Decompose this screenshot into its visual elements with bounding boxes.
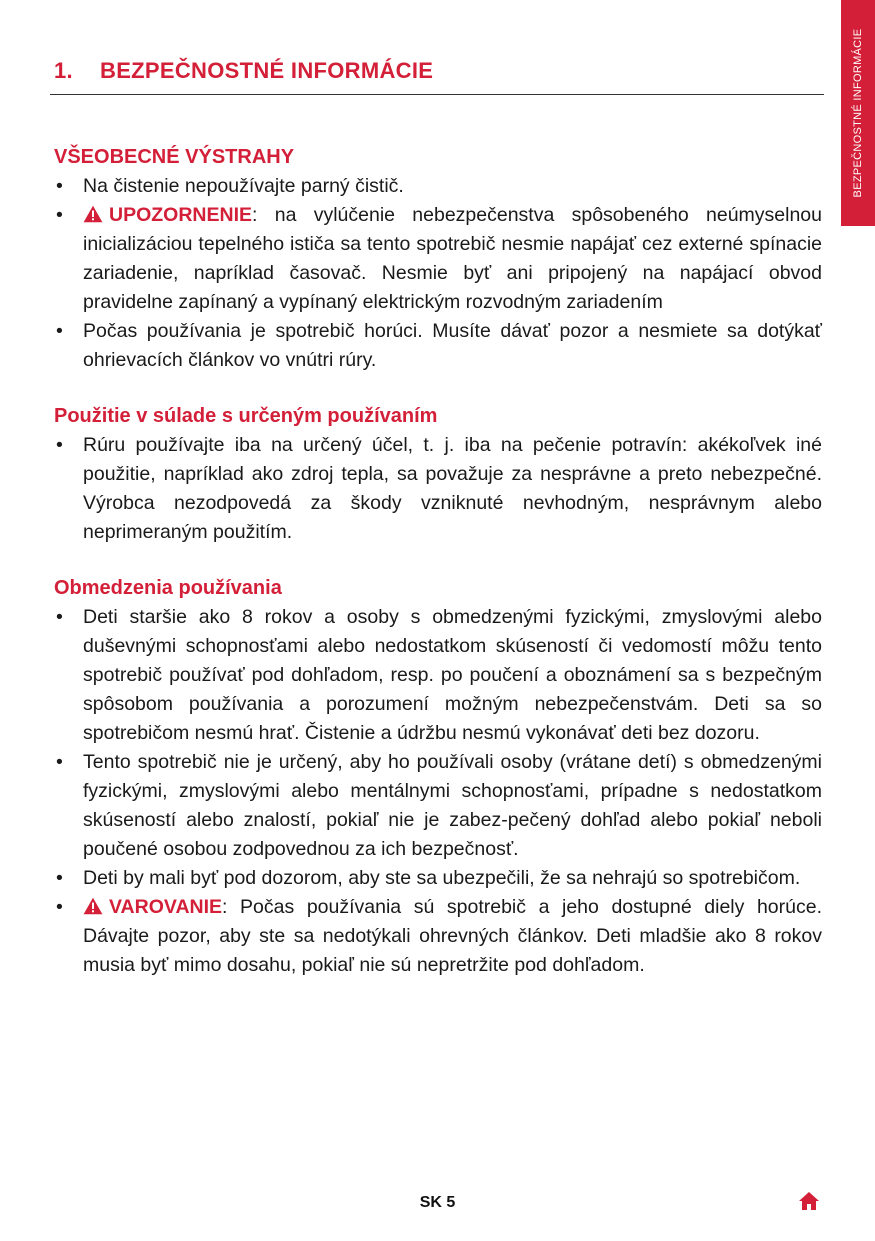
section [54, 402, 822, 547]
side-tab-label: BEZPEČNOSTNÉ INFORMÁCIE [852, 28, 864, 198]
list-item [54, 603, 822, 748]
section [54, 574, 822, 980]
item-text: Deti by mali byť pod dozorom, aby ste sa ubezpečili, že sa nehrajú so spotrebičom. [83, 867, 801, 889]
item-text: Deti staršie ako 8 rokov a osoby s obmedzenými fyzickými, zmyslovými alebo duševnými schopnosťami alebo nedostatkom skúseností či vedomostí môžu tento spotrebič používať pod dohľadom, resp. po poučení a oboznámení sa s bezpečným spôsobom používania a porozumení možným nebezpečenstvám. Deti sa so spotrebičom nesmú hrať. Čistenie a údržbu nesmú vykonávať deti bez dozoru. [83, 606, 822, 744]
list-item [54, 172, 822, 201]
bullet-list [54, 431, 822, 547]
bullet-list [54, 172, 822, 375]
page-title [54, 58, 433, 84]
item-text: Počas používania je spotrebič horúci. Musíte dávať pozor a nesmiete sa dotýkať ohrievacích článkov vo vnútri rúry. [83, 320, 822, 371]
warning-label: UPOZORNENIE [109, 204, 253, 226]
list-item [54, 201, 822, 317]
section-title: BEZPEČNOSTNÉ INFORMÁCIE [100, 58, 434, 83]
title-divider [50, 94, 824, 95]
section-heading: Použitie v súlade s určeným používaním [54, 405, 438, 427]
warning-triangle-icon [83, 897, 103, 915]
item-text: Tento spotrebič nie je určený, aby ho používali osoby (vrátane detí) s obmedzenými fyzickými, zmyslovými alebo mentálnymi schopnosťami, prípadne s nedostatkom skúseností alebo znalostí, pokiaľ nie je zabez-pečený dohľad alebo pokiaľ neboli poučené osobou zodpovednou za ich bezpečnosť. [83, 751, 822, 860]
item-text: Na čistenie nepoužívajte parný čistič. [83, 175, 404, 197]
list-item [54, 893, 822, 980]
warning-label: VAROVANIE [109, 896, 223, 918]
item-text: Rúru používajte iba na určený účel, t. j. iba na pečenie potravín: akékoľvek iné použitie, napríklad ako zdroj tepla, sa považuje za nesprávne a preto nebezpečné. Výrobca nezodpovedá za škody vzniknuté nevhodným, nesprávnym alebo neprimeraným použitím. [83, 434, 822, 543]
list-item [54, 317, 822, 375]
content [54, 143, 822, 1007]
page-number: SK 5 [419, 1194, 456, 1211]
home-icon[interactable] [798, 1191, 820, 1211]
item-text: : Počas používania sú spotrebič a jeho dostupné diely horúce. Dávajte pozor, aby ste sa nedotýkali ohrevných článkov. Deti mladšie ako 8 rokov musia byť mimo dosahu, pokiaľ nie sú nepretržite pod dohľadom. [83, 896, 822, 976]
section-heading: VŠEOBECNÉ VÝSTRAHY [54, 146, 295, 168]
section-number: 1. [54, 58, 73, 83]
section [54, 143, 822, 375]
list-item [54, 431, 822, 547]
bullet-list [54, 603, 822, 980]
section-heading: Obmedzenia používania [54, 577, 282, 599]
side-tab [841, 0, 875, 226]
list-item [54, 864, 822, 893]
item-text: : na vylúčenie nebezpečenstva spôsobeného neúmyselnou inicializáciou tepelného ističa sa tento spotrebič nesmie napájať cez externé spínacie zariadenie, napríklad časovač. Nesmie byť ani pripojený na napájací obvod pravidelne zapínaný a vypínaný elektrickým rozvodným zariadením [83, 204, 822, 313]
warning-triangle-icon [83, 205, 103, 223]
list-item [54, 748, 822, 864]
